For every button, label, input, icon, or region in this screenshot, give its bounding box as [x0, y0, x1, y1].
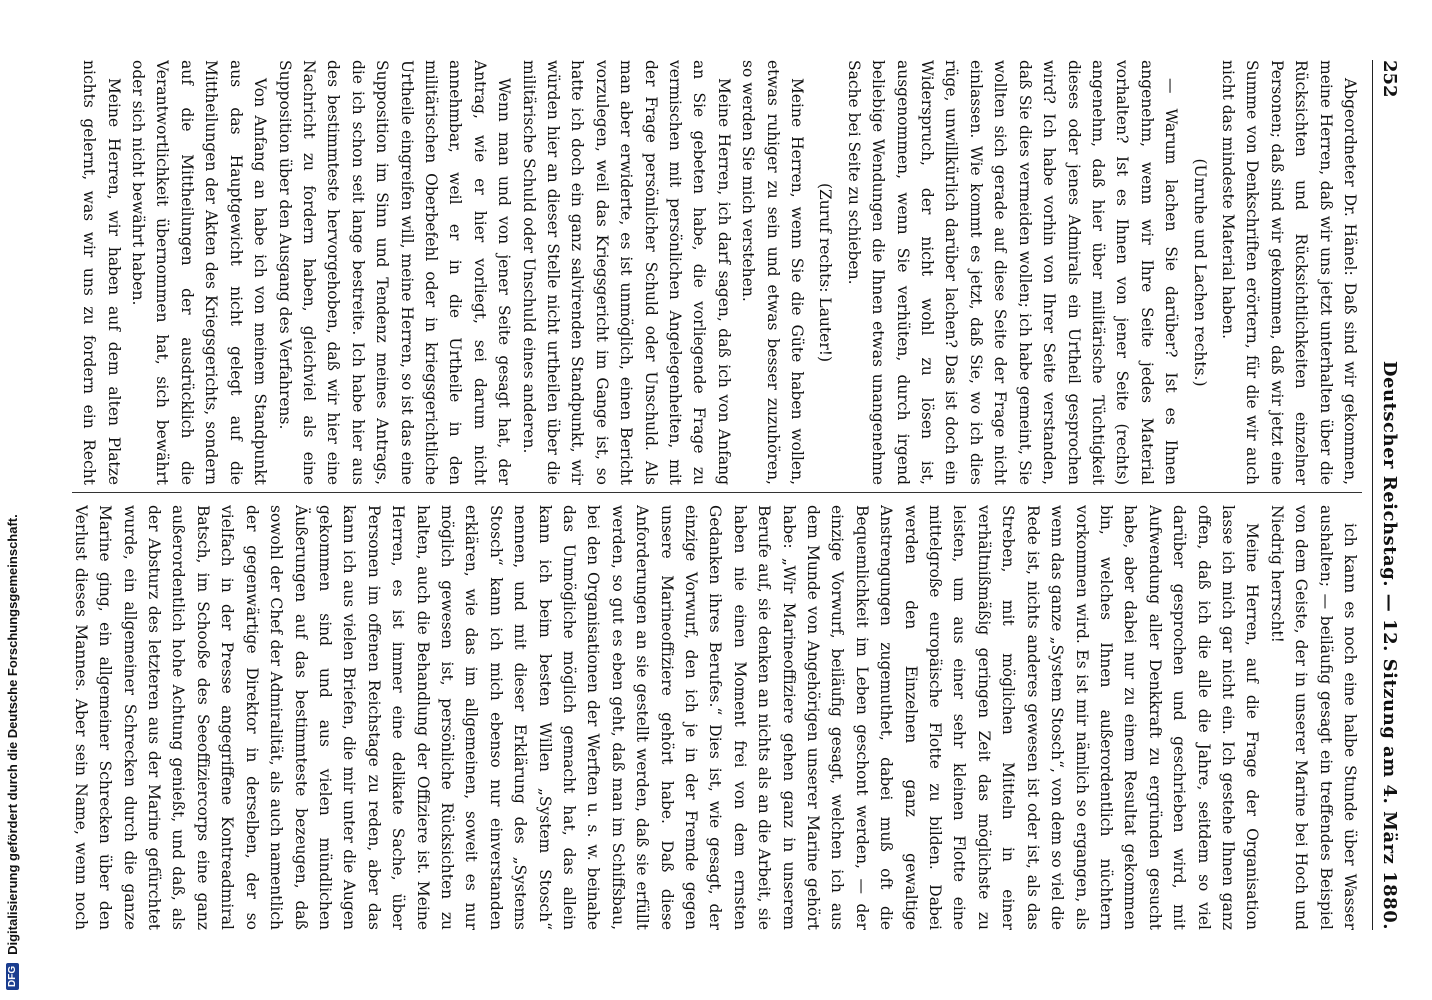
- paragraph: Meine Herren, wir haben auf dem alten Platze nichts gelernt, was wir uns zu fordern ein Recht: [80, 60, 123, 485]
- stage-direction: (Zuruf rechts: Lauter!): [816, 182, 835, 363]
- column-divider: [72, 492, 1362, 493]
- page-header: [1372, 60, 1412, 930]
- paragraph: — Warum lachen Sie darüber? Ist es Ihnen angenehm, wenn wir Ihre Seite jedes Material vorhalten? Ist es Ihnen von jener Seite (rechts) angenehm, daß hier über militärische Tüchtigkeit dieses oder jenes Admirals ein Urtheil gesprochen wird? Ich habe vorhin von Ihrer Seite verstanden, daß Sie dies vermeiden wollen; ich habe gemeint, Sie wollten sich gerade auf diese Seite der Frage nicht einlassen. Wie kommt es jetzt, daß Sie, wo ich dies rüge, unwillkürlich darüber lachen? Das ist doch ein Widerspruch, der nicht wohl zu lösen ist, ausgenommen, wenn Sie verhüten, durch irgend beliebige Wendungen die Ihnen etwas unangenehme Sache bei Seite zu schieben.: [844, 60, 1181, 485]
- paragraph: Wenn man und von jener Seite gesagt hat, der Antrag, wie er hier vorliegt, sei darum nicht annehmbar, weil er in die Urtheile in den militärischen Oberbefehl oder in kriegsgerichtliche Urtheile eingreifen will, meine Herren, so ist das eine Supposition im Sinn und Tendenz meines Antrags, die ich schon seit lange bestreite. Ich habe hier aus des bestimmteste hervorgehoben, daß wir hier eine Nachricht zu fordern haben, gleichviel als eine Supposition über den Ausgang des Verfahrens.: [275, 60, 514, 485]
- text-column-right: [72, 505, 1362, 930]
- dfg-logo: DFG: [6, 963, 19, 990]
- running-title: Deutscher Reichstag. — 12. Sitzung am 4. März 1880.: [1379, 360, 1400, 930]
- text-column-left: [72, 60, 1362, 485]
- paragraph: Von Anfang an habe ich von meinem Standpunkt aus das Hauptgewicht nicht gelegt auf die Mittheilungen der Akten des Kriegsgerichts, sondern auf die Mittheilungen der ausdrücklich die Verantwortlichkeit übernommen hat, sich bewährt oder sich nicht bewährt haben.: [129, 60, 270, 485]
- paragraph: Meine Herren, wenn Sie die Güte haben wollen, etwas ruhiger zu sein und etwas besser zuzuhören, so werden Sie mich verstehen.: [739, 60, 807, 485]
- footer-strip: [0, 0, 26, 1000]
- stage-direction: (Unruhe und Lachen rechts.): [1190, 158, 1209, 387]
- page-number: 252: [1379, 60, 1400, 98]
- footer-credit: [0, 0, 24, 1000]
- paragraph: Meine Herren, auf die Frage der Organisation lasse ich mich gar nicht ein. Ich gestehe Ihnen ganz offen, daß ich die alle die Jahre, seitdem so viel darüber gesprochen und geschrieben wird, mit Aufwendung aller Denkkraft zu ergründen gesucht habe, aber dabei nur zu einem Resultat gekommen bin, welches Ihnen außerordentlich nüchtern vorkommen wird. Es ist mir nämlich so ergangen, als wenn das ganze „System Stosch“, von dem so viel die Rede ist, nichts anderes gewesen ist oder ist, als das Streben, mit möglichen Mitteln in einer verhältnißmäßig geringen Zeit das möglichste zu leisten, um aus einer sehr kleinen Flotte eine mittelgroße europäische Flotte zu bilden. Dabei werden den Einzelnen ganz gewaltige Anstrengungen zugemuthet, dabei muß oft die Bequemlichkeit im Leben geschont werden, — der einzige Vorwurf, beiläufig gesagt, welchen ich aus dem Munde von Angehörigen unserer Marine gehört habe: „Wir Marineoffiziere gehen ganz in unserem Berufe auf, sie denken an nichts als an die Arbeit, sie haben nie einen Moment frei von dem ernsten Gedanken ihres Berufes.“ Dies ist, wie gesagt, der einzige Vorwurf, den ich je in der Fremde gegen unsere Marineoffiziere gehört habe. Daß diese Anforderungen an sie gestellt werden, daß sie erfüllt werden, so gut es eben geht, daß man im Schiffsbau, bei den Organisationen der Werften u. s. w. beinahe das Unmögliche möglich gemacht hat, das allein kann ich beim besten Willen „System Stosch“ nennen, und mit dieser Erklärung des „Systems Stosch“ kann ich mich ebenso nur einverstanden erklären, wie das im allgemeinen, soweit es nur möglich gewesen ist, persönliche Rücksichten zu halten, auch die Behandlung der Offiziere ist. Meine Herren, es ist immer eine delikate Sache, über Personen im offenen Reichstage zu reden, aber das kann ich aus vielen Briefen, die mir unter die Augen gekommen sind und aus vielen mündlichen Äußerungen auf das bestimmteste bezeugen, daß sowohl der Chef der Admiralität, als auch namentlich der gegenwärtige Direktor in derselben, der so vielfach in der Presse angegriffene Kontreadmiral Batsch, im Schooße des Seeoffiziercorps eine ganz außerordentlich hohe Achtung genießt, und daß, als der Absturz des letzteren aus der Marine gefürchtet wurde, ein allgemeiner Schrecken durch die ganze Marine ging, ein allgemeiner Schrecken über den Verlust dieses Mannes. Aber sein Name, wenn noch: [72, 505, 1262, 930]
- paragraph: Abgeordneter Dr. Hänel: Daß sind wir gekommen, meine Herren, daß wir uns jetzt unterhalten über die Rücksichten und Rücksichtlichkeiten einzelner Personen; daß sind wir gekommen, daß wir jetzt eine Summe von Denkschriften erörtern, für die wir auch nicht das mindeste Material haben.: [1218, 60, 1359, 485]
- paragraph: ich kann es noch eine halbe Stunde über Wasser aushalten; — beiläufig gesagt ein treffendes Beispiel von dem Geiste, der in unserer Marine bei Hoch und Niedrig herrscht!: [1267, 505, 1359, 930]
- paragraph: Meine Herren, ich darf sagen, daß ich von Anfang an Sie gebeten habe, die vorliegende Frage zu vermischen mit persönlichen Angelegenheiten, mit der Frage persönlicher Schuld oder Unschuld. Als man aber erwiderte, es ist unmöglich, einen Bericht vorzulegen, weil das Kriegsgericht im Gange ist, so hatte ich doch ein ganz salvirenden Standpunkt, wir würden hier an dieser Stelle nicht urtheilen über die militärische Schuld oder Unschuld eines anderen.: [519, 60, 733, 485]
- footer-credit-text: Digitalisierung gefördert durch die Deutsche Forschungsgemeinschaft.: [4, 514, 20, 955]
